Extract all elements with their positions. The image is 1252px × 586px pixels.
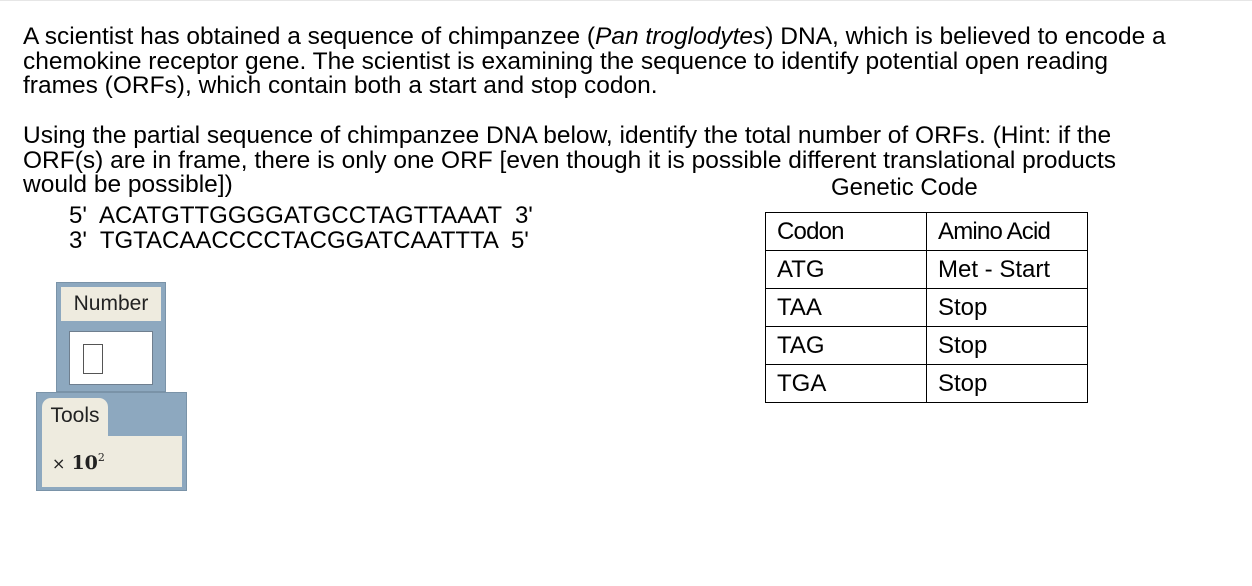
- table-row: [766, 365, 1088, 403]
- p2-line3: would be possible]): [23, 171, 233, 198]
- codon-cell: ATG: [766, 251, 927, 289]
- table-row: [766, 327, 1088, 365]
- p1-line2: chemokine receptor gene. The scientist is examining the sequence to identify potential open reading: [23, 47, 1109, 75]
- question-paragraph-2: [23, 122, 1223, 201]
- species-name: Pan troglodytes: [595, 23, 766, 50]
- p2-line2: ORF(s) are in frame, there is only one ORF [even though it is possible different translational products: [23, 146, 1117, 174]
- p2-line1: Using the partial sequence of chimpanzee DNA below, identify the total number of ORFs. (Hint: if the: [23, 122, 1112, 149]
- genetic-code-table: [765, 212, 1088, 403]
- top-divider: [0, 0, 1252, 1]
- dna-top-strand: 5' ACATGTTGGGGATGCCTAGTTAAAT 3': [69, 202, 533, 229]
- answer-label: Number: [61, 287, 161, 321]
- codon-cell: TAG: [766, 327, 927, 365]
- question-paragraph-1: [23, 25, 1223, 99]
- codon-cell: TAA: [766, 289, 927, 327]
- p1-line1-after: ) DNA, which is believed to encode a: [765, 23, 1166, 50]
- tools-tab[interactable]: Tools: [42, 398, 108, 442]
- amino-acid-cell: Stop: [927, 289, 1088, 327]
- sci-base: 10: [71, 452, 98, 474]
- header-amino-acid: Amino Acid: [927, 213, 1088, 251]
- table-row: [766, 251, 1088, 289]
- number-answer-input[interactable]: [69, 331, 153, 385]
- times-sign: ×: [52, 454, 66, 473]
- amino-acid-cell: Stop: [927, 365, 1088, 403]
- header-codon: Codon: [766, 213, 927, 251]
- scientific-notation-button[interactable]: [52, 447, 105, 475]
- input-cursor-box[interactable]: [83, 344, 103, 374]
- codon-cell: TGA: [766, 365, 927, 403]
- sci-exponent: 2: [97, 451, 105, 464]
- table-header-row: [766, 213, 1088, 251]
- tools-panel: [36, 392, 187, 491]
- amino-acid-cell: Met - Start: [927, 251, 1088, 289]
- p1-line3: frames (ORFs), which contain both a start and stop codon.: [23, 72, 658, 99]
- amino-acid-cell: Stop: [927, 327, 1088, 365]
- table-row: [766, 289, 1088, 327]
- genetic-code-title: Genetic Code: [831, 174, 978, 201]
- answer-widget: [56, 282, 166, 392]
- dna-bottom-strand: 3' TGTACAACCCCTACGGATCAATTTA 5': [69, 227, 529, 254]
- p1-line1-before: A scientist has obtained a sequence of chimpanzee (: [23, 23, 596, 50]
